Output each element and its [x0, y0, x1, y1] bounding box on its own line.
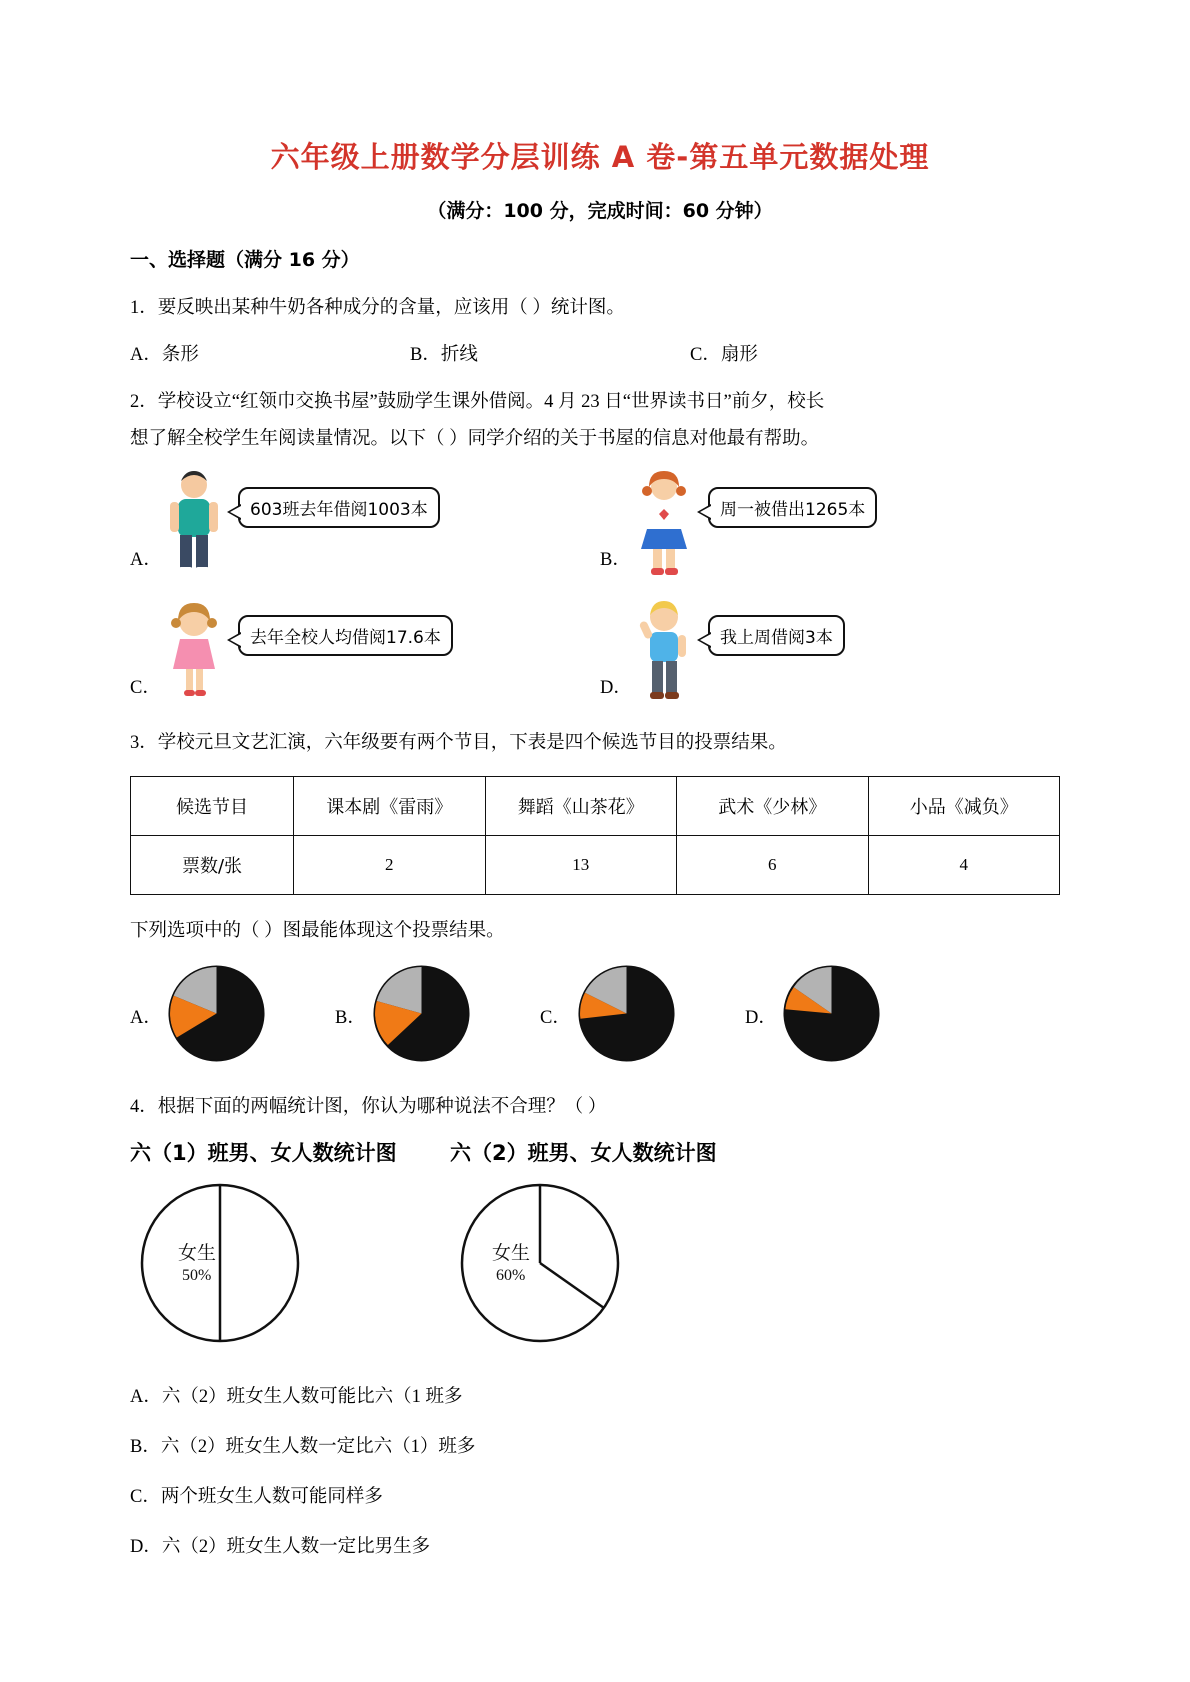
q3-option-a[interactable]: [130, 961, 335, 1071]
q3-option-d-label: D．: [745, 1007, 777, 1028]
q4-option-b[interactable]: B．六（2）班女生人数一定比六（1）班多: [130, 1437, 476, 1458]
q2-choice-a[interactable]: [130, 469, 600, 579]
question-1-text: 1．要反映出某种牛奶各种成分的含量，应该用（ ）统计图。: [130, 298, 625, 318]
question-4-chart-titles: [130, 1137, 1070, 1167]
table-header-col-2: 舞蹈《山茶花》: [485, 776, 677, 835]
q4-option-a[interactable]: A．六（2）班女生人数可能比六（1 班多: [130, 1387, 463, 1408]
table-row-values: [131, 835, 1060, 894]
pie-chart-c-icon: [574, 961, 679, 1071]
table-cell-value-3: 6: [677, 835, 869, 894]
table-header-col-1: 课本剧《雷雨》: [294, 776, 486, 835]
chart-2-pct: 60%: [496, 1267, 526, 1285]
q2-choice-c[interactable]: [130, 597, 600, 707]
q3-option-b[interactable]: [335, 961, 540, 1071]
question-3-prompt: 下列选项中的（ ）图最能体现这个投票结果。: [130, 920, 505, 941]
question-3-pie-options: [130, 961, 1070, 1071]
table-header-col-3: 武术《少林》: [677, 776, 869, 835]
question-2-choices: [130, 469, 1070, 707]
q3-option-a-label: A．: [130, 1007, 162, 1028]
page-subtitle: （满分：100 分，完成时间：60 分钟）: [427, 200, 773, 222]
table-row-header: [131, 776, 1060, 835]
question-1-options: [130, 340, 1070, 366]
q3-option-d[interactable]: [745, 961, 950, 1071]
q1-option-c[interactable]: C．扇形: [690, 345, 758, 366]
table-header-col-4: 小品《减负》: [868, 776, 1060, 835]
question-2-text-line1: 2．学校设立“红领巾交换书屋”鼓励学生课外借阅。4 月 23 日“世界读书日”前夕，校长: [130, 392, 825, 413]
pie-chart-a-icon: [164, 961, 269, 1071]
q3-option-b-label: B．: [335, 1007, 366, 1028]
chart-2-title: 六（2）班男、女人数统计图: [450, 1141, 717, 1166]
q2-choice-b-label: B．: [600, 550, 631, 571]
girl-pink-dress-icon: [164, 597, 224, 707]
q2-choice-a-bubble: 603班去年借阅1003本: [238, 487, 440, 528]
girl-student-icon: [634, 469, 694, 579]
q1-option-b[interactable]: B．折线: [410, 345, 478, 366]
q3-option-c-label: C．: [540, 1007, 571, 1028]
pie-chart-class-1-icon: [130, 1173, 310, 1353]
chart-2-wrapper: [450, 1173, 770, 1358]
boy-waving-icon: [634, 597, 694, 707]
q2-choice-c-label: C．: [130, 678, 161, 699]
q2-choice-d-label: D．: [600, 678, 632, 699]
q4-option-c[interactable]: C．两个班女生人数可能同样多: [130, 1487, 383, 1508]
q2-choice-b[interactable]: [600, 469, 1070, 579]
pie-chart-b-icon: [369, 961, 474, 1071]
boy-student-icon: [164, 469, 224, 579]
question-4-charts: [130, 1173, 1070, 1358]
q3-option-c[interactable]: [540, 961, 745, 1071]
chart-1-pct: 50%: [182, 1267, 212, 1285]
pie-chart-d-icon: [779, 961, 884, 1071]
q2-choice-b-bubble: 周一被借出1265本: [708, 487, 877, 528]
q2-choice-a-label: A．: [130, 550, 162, 571]
table-cell-value-4: 4: [868, 835, 1060, 894]
table-header-candidate: 候选节目: [131, 776, 294, 835]
q1-option-a[interactable]: A．条形: [130, 345, 199, 366]
q4-option-d[interactable]: D．六（2）班女生人数一定比男生多: [130, 1537, 431, 1558]
chart-2-label: 女生: [492, 1242, 531, 1265]
q2-choice-d[interactable]: [600, 597, 1070, 707]
chart-1-title: 六（1）班男、女人数统计图: [130, 1141, 397, 1166]
section-heading: 一、选择题（满分 16 分）: [130, 249, 360, 271]
q2-choice-d-bubble: 我上周借阅3本: [708, 615, 845, 656]
chart-1-label: 女生: [178, 1242, 217, 1265]
question-4-text: 4．根据下面的两幅统计图，你认为哪种说法不合理？（ ）: [130, 1096, 607, 1117]
q2-choice-c-bubble: 去年全校人均借阅17.6本: [238, 615, 453, 656]
vote-results-table: [130, 776, 1060, 895]
pie-chart-class-2-icon: [450, 1173, 630, 1353]
question-3-text: 3．学校元旦文艺汇演，六年级要有两个节目，下表是四个候选节目的投票结果。: [130, 733, 787, 754]
table-cell-value-2: 13: [485, 835, 677, 894]
table-header-votes: 票数/张: [131, 835, 294, 894]
table-cell-value-1: 2: [294, 835, 486, 894]
chart-1-wrapper: [130, 1173, 450, 1358]
question-2-text-line2: 想了解全校学生年阅读量情况。以下（ ）同学介绍的关于书屋的信息对他最有帮助。: [130, 428, 820, 449]
page-title: 六年级上册数学分层训练 A 卷-第五单元数据处理: [270, 140, 930, 174]
